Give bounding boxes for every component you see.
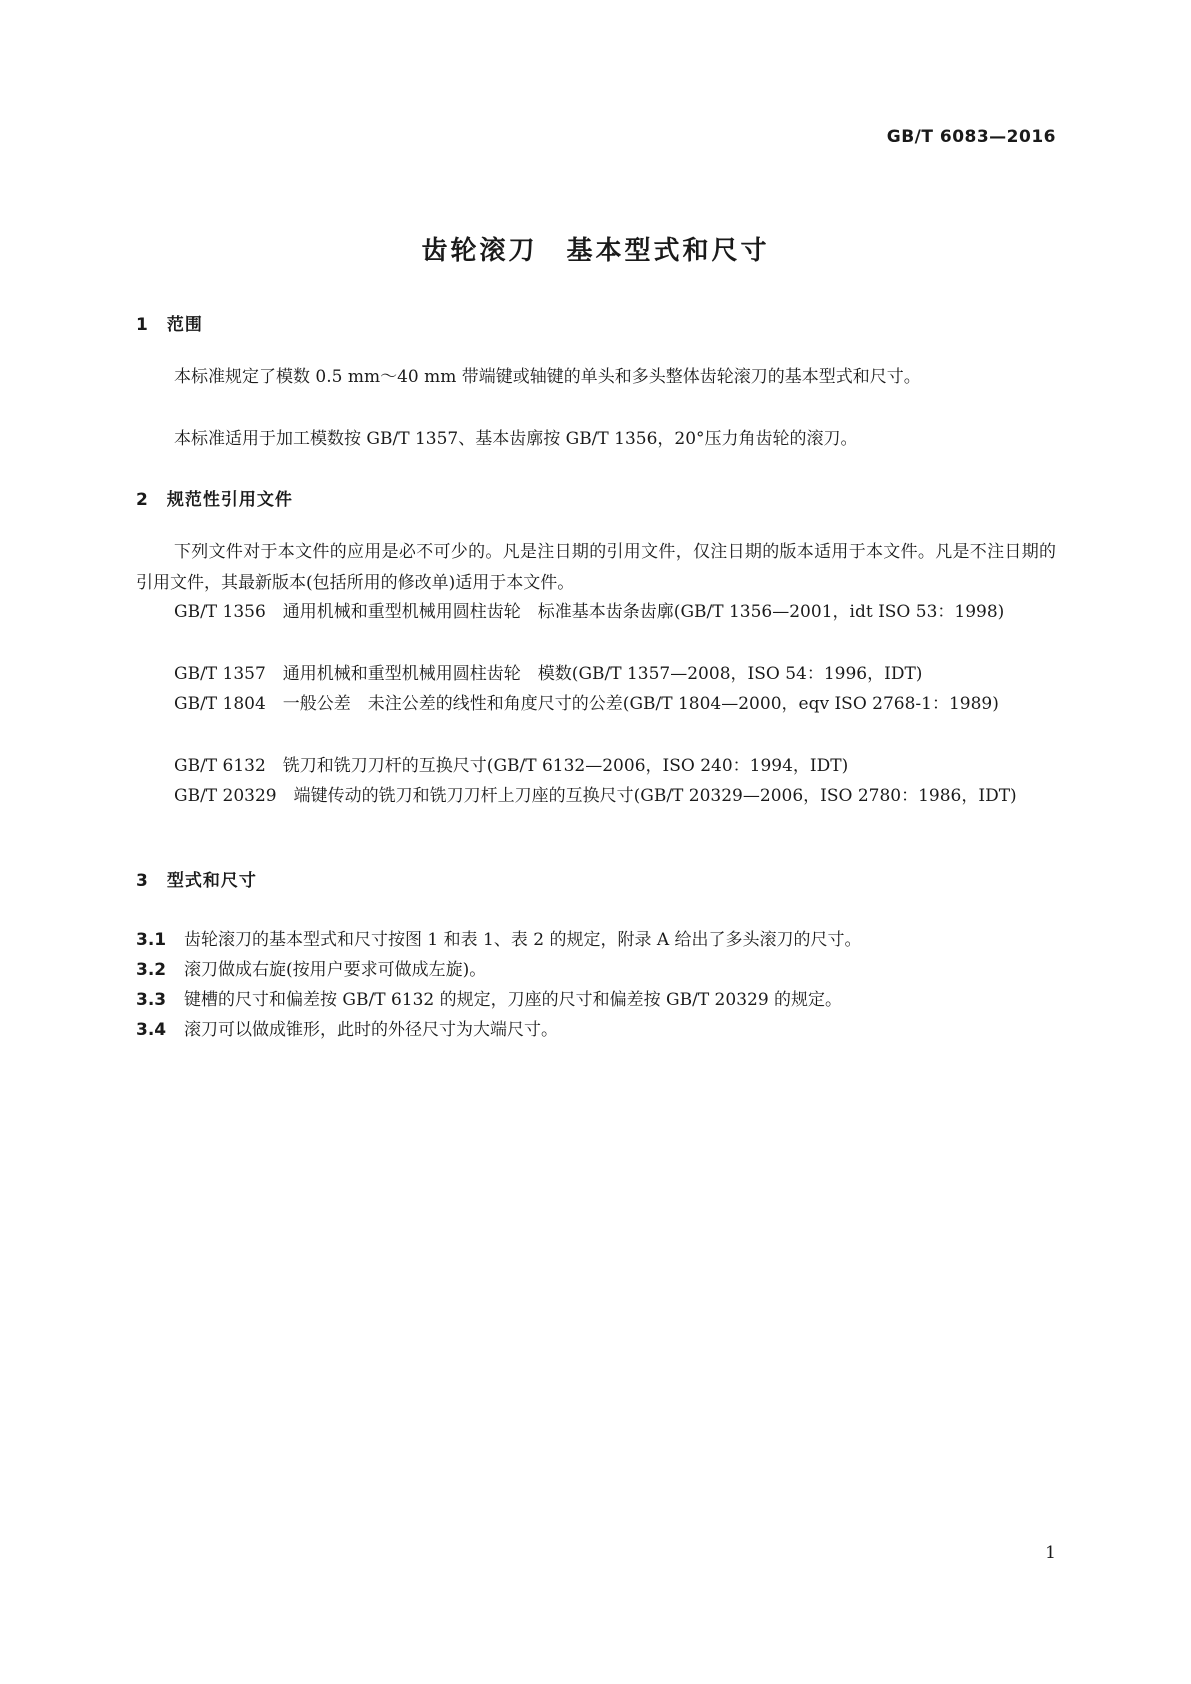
section-1-paragraph-1: 本标准规定了模数 0.5 mm～40 mm 带端键或轴键的单头和多头整体齿轮滚刀的基本型式和尺寸。	[174, 367, 921, 387]
clause-text: 键槽的尺寸和偏差按 GB/T 6132 的规定，刀座的尺寸和偏差按 GB/T 20329 的规定。	[184, 990, 843, 1010]
clause-number: 3.1	[136, 930, 167, 950]
clause-3-4	[136, 1015, 558, 1040]
standard-code: GB/T 6083—2016	[886, 127, 1056, 147]
clause-text: 滚刀做成右旋(按用户要求可做成左旋)。	[184, 960, 487, 980]
section-2-intro: 下列文件对于本文件的应用是必不可少的。凡是注日期的引用文件，仅注日期的版本适用于本文件。凡是不注日期的引用文件，其最新版本(包括所用的修改单)适用于本文件。	[136, 542, 1056, 593]
clause-number: 3.2	[136, 960, 167, 980]
reference-gbt-1356: GB/T 1356 通用机械和重型机械用圆柱齿轮 标准基本齿条齿廓(GB/T 1356—2001，idt ISO 53：1998)	[174, 602, 1005, 622]
section-2-heading: 2 规范性引用文件	[136, 490, 293, 510]
page-number: 1	[1045, 1543, 1056, 1563]
reference-gbt-1804: GB/T 1804 一般公差 未注公差的线性和角度尺寸的公差(GB/T 1804—2000，eqv ISO 2768-1：1989)	[174, 694, 999, 714]
clause-3-3	[136, 985, 842, 1010]
clause-number: 3.3	[136, 990, 167, 1010]
reference-gbt-20329: GB/T 20329 端键传动的铣刀和铣刀刀杆上刀座的互换尺寸(GB/T 20329—2006，ISO 2780：1986，IDT)	[174, 786, 1017, 806]
clause-3-1	[136, 925, 862, 950]
clause-text: 滚刀可以做成锥形，此时的外径尺寸为大端尺寸。	[184, 1020, 558, 1040]
section-1-paragraph-2: 本标准适用于加工模数按 GB/T 1357、基本齿廓按 GB/T 1356，20°压力角齿轮的滚刀。	[174, 429, 858, 449]
section-3-heading: 3 型式和尺寸	[136, 871, 257, 891]
clause-number: 3.4	[136, 1020, 167, 1040]
reference-gbt-6132: GB/T 6132 铣刀和铣刀刀杆的互换尺寸(GB/T 6132—2006，ISO 240：1994，IDT)	[174, 756, 849, 776]
section-1-heading: 1 范围	[136, 315, 203, 335]
reference-gbt-1357: GB/T 1357 通用机械和重型机械用圆柱齿轮 模数(GB/T 1357—2008，ISO 54：1996，IDT)	[174, 664, 923, 684]
clause-text: 齿轮滚刀的基本型式和尺寸按图 1 和表 1、表 2 的规定，附录 A 给出了多头滚刀的尺寸。	[184, 930, 862, 950]
clause-3-2	[136, 955, 486, 980]
document-title: 齿轮滚刀 基本型式和尺寸	[421, 236, 770, 266]
